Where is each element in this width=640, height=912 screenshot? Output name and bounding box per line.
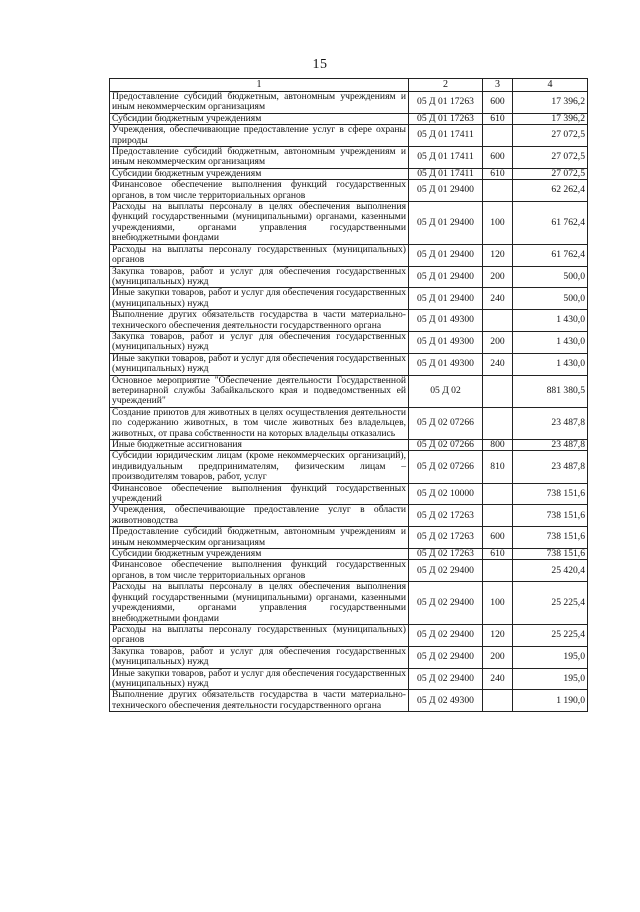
row-name-cell: Расходы на выплаты персоналу государственных (муниципальных) органов <box>110 624 409 646</box>
table-row <box>110 92 588 114</box>
row-name-cell: Основное мероприятие "Обеспечение деятельности Государственной ветеринарной службы Забайкальского края и подведомственных ей учреждений" <box>110 375 409 407</box>
table-row <box>110 505 588 527</box>
row-name-cell: Создание приютов для животных в целях осуществления деятельности по содержанию животных, в том числе животных без владельцев, животных, от права собственности на которых владельцы отказались <box>110 407 409 439</box>
row-name-cell: Субсидии бюджетным учреждениям <box>110 113 409 124</box>
row-vr-cell <box>483 505 513 527</box>
row-code-cell: 05 Д 02 10000 <box>409 483 483 505</box>
table-row <box>110 690 588 712</box>
row-code-cell: 05 Д 01 29400 <box>409 202 483 245</box>
row-vr-cell <box>483 483 513 505</box>
row-name-cell: Финансовое обеспечение выполнения функций государственных органов, в том числе территориальных органов <box>110 560 409 582</box>
row-vr-cell: 240 <box>483 288 513 310</box>
row-sum-cell: 27 072,5 <box>513 125 588 147</box>
row-sum-cell: 1 430,0 <box>513 310 588 332</box>
table-row <box>110 527 588 549</box>
header-col-4: 4 <box>513 79 588 92</box>
row-sum-cell: 500,0 <box>513 266 588 288</box>
row-name-cell: Субсидии бюджетным учреждениям <box>110 168 409 179</box>
row-vr-cell <box>483 310 513 332</box>
row-name-cell: Учреждения, обеспечивающие предоставление услуг в сфере охраны природы <box>110 125 409 147</box>
row-vr-cell: 200 <box>483 331 513 353</box>
table-row <box>110 440 588 451</box>
table-row <box>110 244 588 266</box>
row-name-cell: Субсидии бюджетным учреждениям <box>110 549 409 560</box>
table-row <box>110 646 588 668</box>
row-vr-cell: 200 <box>483 266 513 288</box>
row-code-cell: 05 Д 02 29400 <box>409 582 483 625</box>
row-sum-cell: 738 151,6 <box>513 527 588 549</box>
row-vr-cell: 200 <box>483 646 513 668</box>
row-vr-cell: 120 <box>483 624 513 646</box>
row-sum-cell: 1 190,0 <box>513 690 588 712</box>
row-vr-cell: 240 <box>483 668 513 690</box>
page-number: 15 <box>312 57 328 72</box>
row-vr-cell <box>483 375 513 407</box>
table-row <box>110 624 588 646</box>
row-code-cell: 05 Д 02 <box>409 375 483 407</box>
row-sum-cell: 25 420,4 <box>513 560 588 582</box>
table-header <box>110 79 588 92</box>
header-col-1: 1 <box>110 79 409 92</box>
row-name-cell: Иные бюджетные ассигнования <box>110 440 409 451</box>
row-sum-cell: 23 487,8 <box>513 440 588 451</box>
table-row <box>110 331 588 353</box>
row-sum-cell: 738 151,6 <box>513 483 588 505</box>
row-name-cell: Расходы на выплаты персоналу в целях обеспечения выполнения функций государственными (муниципальными) органами, казенными учреждениями, органами управления государственными внебюджетными фондами <box>110 582 409 625</box>
table-row <box>110 180 588 202</box>
row-sum-cell: 738 151,6 <box>513 549 588 560</box>
header-col-2: 2 <box>409 79 483 92</box>
row-name-cell: Иные закупки товаров, работ и услуг для обеспечения государственных (муниципальных) нужд <box>110 288 409 310</box>
row-vr-cell <box>483 125 513 147</box>
row-code-cell: 05 Д 01 49300 <box>409 353 483 375</box>
row-code-cell: 05 Д 02 29400 <box>409 560 483 582</box>
row-vr-cell: 100 <box>483 202 513 245</box>
table-row <box>110 310 588 332</box>
row-sum-cell: 25 225,4 <box>513 582 588 625</box>
table-row <box>110 125 588 147</box>
row-code-cell: 05 Д 01 17411 <box>409 168 483 179</box>
row-sum-cell: 881 380,5 <box>513 375 588 407</box>
row-code-cell: 05 Д 02 07266 <box>409 440 483 451</box>
row-name-cell: Финансовое обеспечение выполнения функций государственных органов, в том числе территориальных органов <box>110 180 409 202</box>
row-sum-cell: 195,0 <box>513 646 588 668</box>
row-name-cell: Предоставление субсидий бюджетным, автономным учреждениям и иным некоммерческим организациям <box>110 92 409 114</box>
table-body <box>110 92 588 712</box>
row-sum-cell: 23 487,8 <box>513 451 588 483</box>
table-row <box>110 483 588 505</box>
row-vr-cell: 240 <box>483 353 513 375</box>
row-sum-cell: 195,0 <box>513 668 588 690</box>
row-code-cell: 05 Д 02 49300 <box>409 690 483 712</box>
row-sum-cell: 61 762,4 <box>513 202 588 245</box>
table-row <box>110 113 588 124</box>
row-name-cell: Выполнение других обязательств государства в части материально-технического обеспечения деятельности государственного органа <box>110 310 409 332</box>
table-row <box>110 668 588 690</box>
row-name-cell: Закупка товаров, работ и услуг для обеспечения государственных (муниципальных) нужд <box>110 331 409 353</box>
row-vr-cell <box>483 407 513 439</box>
table-row <box>110 375 588 407</box>
row-code-cell: 05 Д 01 29400 <box>409 244 483 266</box>
row-vr-cell <box>483 180 513 202</box>
row-sum-cell: 25 225,4 <box>513 624 588 646</box>
row-name-cell: Закупка товаров, работ и услуг для обеспечения государственных (муниципальных) нужд <box>110 646 409 668</box>
row-sum-cell: 23 487,8 <box>513 407 588 439</box>
row-code-cell: 05 Д 02 29400 <box>409 624 483 646</box>
row-sum-cell: 17 396,2 <box>513 92 588 114</box>
table-row <box>110 168 588 179</box>
row-code-cell: 05 Д 02 17263 <box>409 505 483 527</box>
row-vr-cell <box>483 560 513 582</box>
row-name-cell: Финансовое обеспечение выполнения функций государственных учреждений <box>110 483 409 505</box>
row-code-cell: 05 Д 01 29400 <box>409 266 483 288</box>
row-code-cell: 05 Д 02 07266 <box>409 451 483 483</box>
row-sum-cell: 500,0 <box>513 288 588 310</box>
table-row <box>110 451 588 483</box>
row-code-cell: 05 Д 01 29400 <box>409 288 483 310</box>
table-row <box>110 288 588 310</box>
row-name-cell: Субсидии юридическим лицам (кроме некоммерческих организаций), индивидуальным предпринимателям, физическим лицам – производителям товаров, работ, услуг <box>110 451 409 483</box>
row-code-cell: 05 Д 02 17263 <box>409 527 483 549</box>
row-vr-cell: 610 <box>483 168 513 179</box>
budget-table <box>109 78 588 712</box>
table-row <box>110 353 588 375</box>
row-sum-cell: 62 262,4 <box>513 180 588 202</box>
row-name-cell: Расходы на выплаты персоналу в целях обеспечения выполнения функций государственными (муниципальными) органами, казенными учреждениями, органами управления государственными внебюджетными фондами <box>110 202 409 245</box>
row-code-cell: 05 Д 01 17263 <box>409 113 483 124</box>
row-vr-cell: 810 <box>483 451 513 483</box>
row-sum-cell: 1 430,0 <box>513 353 588 375</box>
header-row <box>110 79 588 92</box>
row-code-cell: 05 Д 01 29400 <box>409 180 483 202</box>
row-sum-cell: 61 762,4 <box>513 244 588 266</box>
row-vr-cell: 600 <box>483 147 513 169</box>
row-name-cell: Закупка товаров, работ и услуг для обеспечения государственных (муниципальных) нужд <box>110 266 409 288</box>
row-sum-cell: 17 396,2 <box>513 113 588 124</box>
header-col-3: 3 <box>483 79 513 92</box>
row-vr-cell: 120 <box>483 244 513 266</box>
row-vr-cell: 100 <box>483 582 513 625</box>
table-row <box>110 266 588 288</box>
row-code-cell: 05 Д 01 17411 <box>409 125 483 147</box>
row-code-cell: 05 Д 01 49300 <box>409 331 483 353</box>
row-sum-cell: 27 072,5 <box>513 147 588 169</box>
row-sum-cell: 738 151,6 <box>513 505 588 527</box>
row-name-cell: Иные закупки товаров, работ и услуг для обеспечения государственных (муниципальных) нужд <box>110 353 409 375</box>
row-vr-cell: 600 <box>483 92 513 114</box>
row-code-cell: 05 Д 01 17263 <box>409 92 483 114</box>
row-vr-cell: 610 <box>483 113 513 124</box>
table-row <box>110 202 588 245</box>
table-row <box>110 582 588 625</box>
table-row <box>110 147 588 169</box>
row-vr-cell: 600 <box>483 527 513 549</box>
row-name-cell: Учреждения, обеспечивающие предоставление услуг в области животноводства <box>110 505 409 527</box>
row-sum-cell: 27 072,5 <box>513 168 588 179</box>
row-code-cell: 05 Д 02 17263 <box>409 549 483 560</box>
row-name-cell: Иные закупки товаров, работ и услуг для обеспечения государственных (муниципальных) нужд <box>110 668 409 690</box>
row-sum-cell: 1 430,0 <box>513 331 588 353</box>
row-code-cell: 05 Д 02 29400 <box>409 646 483 668</box>
row-code-cell: 05 Д 01 17411 <box>409 147 483 169</box>
row-code-cell: 05 Д 02 07266 <box>409 407 483 439</box>
table-row <box>110 549 588 560</box>
row-code-cell: 05 Д 01 49300 <box>409 310 483 332</box>
row-vr-cell: 610 <box>483 549 513 560</box>
row-name-cell: Предоставление субсидий бюджетным, автономным учреждениям и иным некоммерческим организациям <box>110 147 409 169</box>
table-row <box>110 560 588 582</box>
row-vr-cell <box>483 690 513 712</box>
row-code-cell: 05 Д 02 29400 <box>409 668 483 690</box>
row-vr-cell: 800 <box>483 440 513 451</box>
row-name-cell: Расходы на выплаты персоналу государственных (муниципальных) органов <box>110 244 409 266</box>
table-row <box>110 407 588 439</box>
row-name-cell: Выполнение других обязательств государства в части материально-технического обеспечения деятельности государственного органа <box>110 690 409 712</box>
row-name-cell: Предоставление субсидий бюджетным, автономным учреждениям и иным некоммерческим организациям <box>110 527 409 549</box>
